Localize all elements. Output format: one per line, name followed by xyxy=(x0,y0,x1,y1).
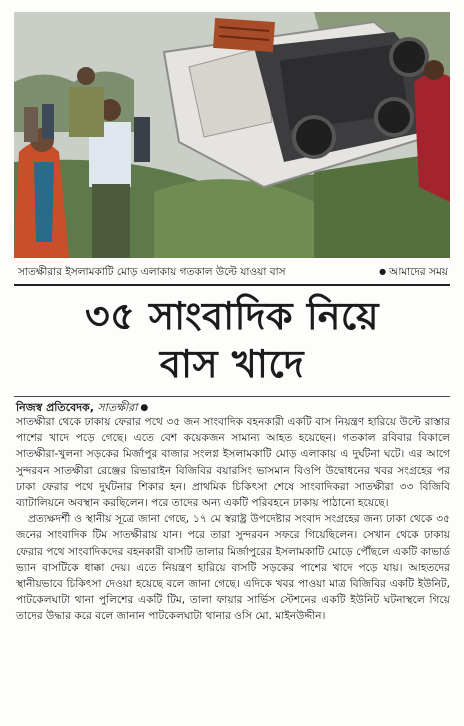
divider-bottom xyxy=(14,396,450,397)
divider-top xyxy=(14,284,450,286)
photo-caption xyxy=(18,265,448,279)
headline xyxy=(14,292,450,388)
photo-credit: ● আমাদের সময় xyxy=(379,265,448,279)
byline-reporter: নিজস্ব প্রতিবেদক, xyxy=(16,401,94,414)
bullet-icon: ● xyxy=(140,403,149,413)
article-paragraph-2: প্রত্যক্ষদর্শী ও স্থানীয় সূত্রে জানা গেছে, ১৭ মে স্বরাষ্ট্র উপদেষ্টার সংবাদ সংগ্রহের জন্য ঢাকা থেকে ৩৫ জনের সাংবাদিক টিম সাতক্ষীরায় যান। পরে তারা সুন্দরবন সফরে গিয়েছিলেন। সেখান থেকে ঢাকায় ফেরার পথে সাংবাদিকদের বহনকারী বাসটি তালার মির্জাপুরের ইসলামকাটি মোড়ে পৌঁছলে একটি কাভার্ড ভ্যান বাসটিকে ধাক্কা দেয়। এতে নিয়ন্ত্রণ হারিয়ে বাসটি সড়কের পাশের খাদে পড়ে যায়। আহতদের স্থানীয়ভাবে চিকিৎসা দেওয়া হয়েছে বলে জানা গেছে। এদিকে খবর পাওয়া মাত্র বিজিবির একটি ইউনিট, পাটকেলঘাটা থানা পুলিশের একটি টিম, তালা ফায়ার সার্ভিস স্টেশনের একটি ইউনিট ঘটনাস্থলে গিয়ে তাদের উদ্ধার করে বলে জানান পাটকেলঘাটা থানার ওসি মো. মাইনউদ্দীন। xyxy=(16,513,450,623)
caption-text: সাতক্ষীরার ইসলামকাটি মোড় এলাকায় গতকাল উল্টে যাওয়া বাস xyxy=(18,266,286,278)
article-body xyxy=(16,414,450,625)
headline-line-2: বাস খাদে xyxy=(159,342,305,386)
article-paragraph-1: সাতক্ষীরা থেকে ঢাকায় ফেরার পথে ৩৫ জন সাংবাদিক বহনকারী একটি বাস নিয়ন্ত্রণ হারিয়ে উল্টে রাস্তার পাশের খাদে পড়ে গেছে। এতে বেশ কয়েকজন সামান্য আহত হয়েছেন। গতকাল রবিবার বিকালে সাতক্ষীরা-খুলনা সড়কের মির্জাপুর বাজার সংলগ্ন ইসলামকাটি মোড় এলাকায় এ দুর্ঘটনা ঘটে। এর আগে সুন্দরবন সাতক্ষীরা রেঞ্জের রিভারাইন বিজিবির বয়ারসিং ভাসমান বিওপি উদ্বোধনের খবর সংগ্রহের পর ঢাকা ফেরার পথে দুর্ঘটনার শিকার হন। প্রাথমিক চিকিৎসা শেষে সাংবাদিকরা সাতক্ষীরা ৩৩ বিজিবি ব্যাটালিয়নে অবস্থান করছিলেন। পরে তাদের অন্য একটি পরিবহনে ঢাকায় পাঠানো হয়েছে। xyxy=(16,416,450,510)
photo-illustration xyxy=(14,12,450,258)
headline-line-1: ৩৫ সাংবাদিক নিয়ে xyxy=(84,294,380,338)
byline-location: সাতক্ষীরা xyxy=(97,401,138,414)
bus-accident-photo xyxy=(14,12,450,258)
